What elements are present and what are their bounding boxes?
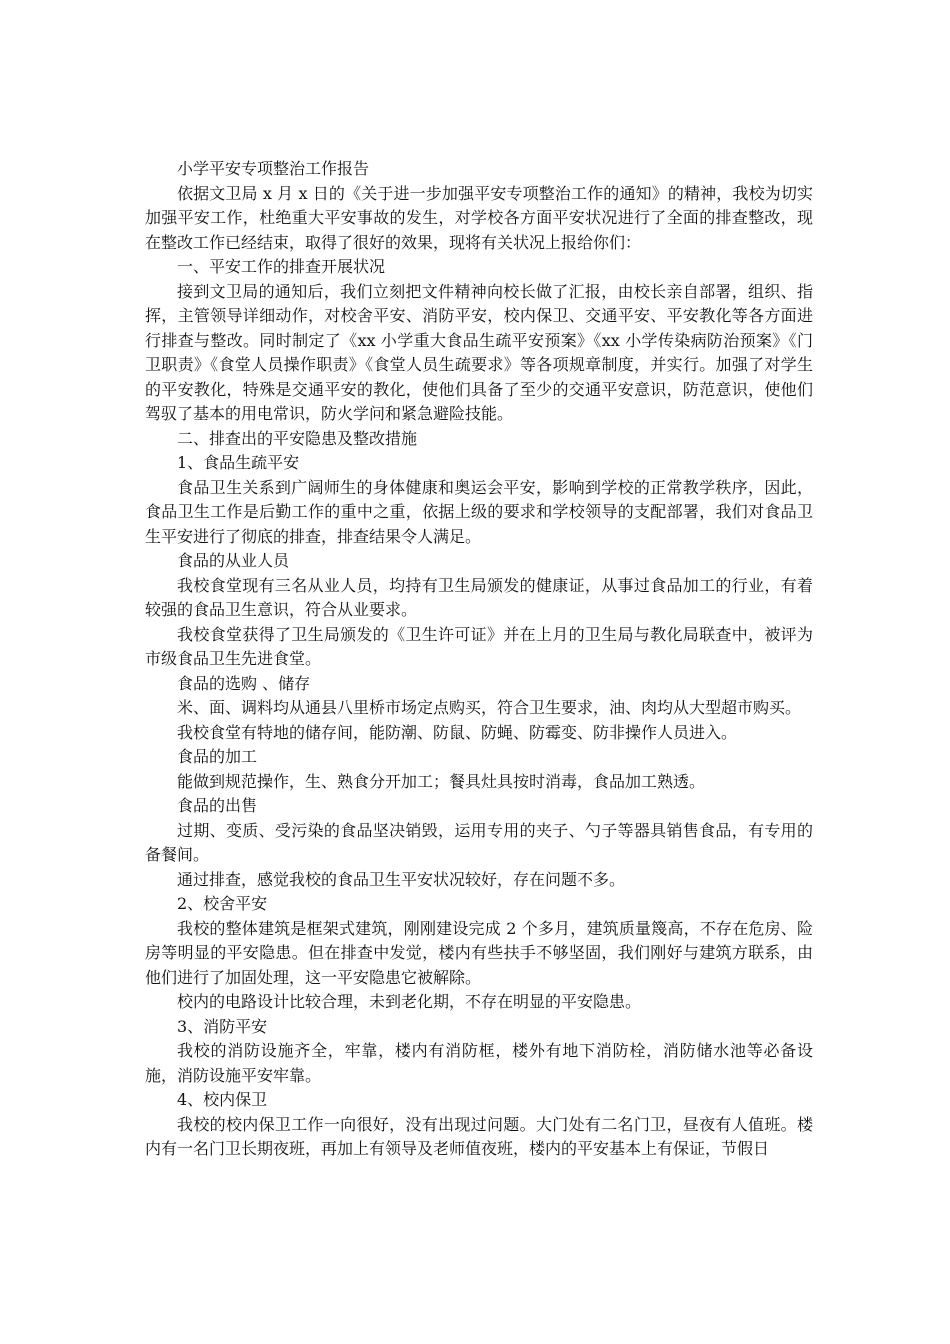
subsection-heading: 4、校内保卫 (177, 1090, 268, 1109)
document-title: 小学平安专项整治工作报告 (177, 159, 370, 178)
paragraph: 接到文卫局的通知后，我们立刻把文件精神向校长做了汇报，由校长亲自部署，组织、指挥，主管领导详细动作，对校舍平安、消防平安，校内保卫、交通平安、平安教化等各方面进行排查与整改。同时制定了《xx 小学重大食品生疏平安预案》《xx 小学传染病防治预案》《门卫职责》《食堂人员操作职责》《食堂人员生疏要求》等各项规章制度，并实行。加强了对学生的平安教化，特殊是交通平安的教化，使他们具备了至少的交通平安意识，防范意识，使他们驾驭了基本的用电常识，防火学问和紧急避险技能。 (145, 281, 813, 423)
item-heading: 食品的出售 (177, 796, 258, 815)
paragraph: 食品卫生关系到广阔师生的身体健康和奥运会平安，影响到学校的正常教学秩序，因此，食品卫生工作是后勤工作的重中之重，依据上级的要求和学校领导的支配部署，我们对食品卫生平安进行了彻底的排查，排查结果令人满足。 (145, 477, 813, 546)
paragraph: 我校食堂现有三名从业人员，均持有卫生局颁发的健康证，从事过食品加工的行业，有着较强的食品卫生意识，符合从业要求。 (145, 575, 813, 619)
document-page (145, 157, 813, 1162)
section-heading: 二、排查出的平安隐患及整改措施 (177, 428, 418, 448)
item-heading: 食品的从业人员 (177, 551, 290, 570)
section-heading: 一、平安工作的排查开展状况 (177, 257, 386, 276)
subsection-heading: 1、食品生疏平安 (177, 453, 300, 472)
paragraph: 能做到规范操作，生、熟食分开加工；餐具灶具按时消毒，食品加工熟透。 (177, 771, 706, 791)
paragraph: 校内的电路设计比较合理，未到老化期，不存在明显的平安隐患。 (177, 992, 642, 1011)
paragraph: 依据文卫局 x 月 x 日的《关于进一步加强平安专项整治工作的通知》的精神，我校为切实加强平安工作，杜绝重大平安事故的发生，对学校各方面平安状况进行了全面的排查整改，现在整改工作已经结束，取得了很好的效果，现将有关状况上报给你们： (145, 183, 813, 252)
paragraph: 我校的校内保卫工作一向很好，没有出现过问题。大门处有二名门卫，昼夜有人值班。楼内有一名门卫长期夜班，再加上有领导及老师值夜班，楼内的平安基本上有保证，节假日 (145, 1114, 813, 1158)
subsection-heading: 2、校舍平安 (177, 894, 268, 913)
paragraph: 过期、变质、受污染的食品坚决销毁，运用专用的夹子、勺子等器具销售食品，有专用的备餐间。 (145, 820, 813, 864)
item-heading: 食品的选购 、储存 (177, 673, 311, 693)
paragraph: 我校食堂获得了卫生局颁发的《卫生许可证》并在上月的卫生局与教化局联查中，被评为市级食品卫生先进食堂。 (145, 624, 813, 668)
paragraph: 我校食堂有特地的储存间，能防潮、防鼠、防蝇、防霉变、防非操作人员进入。 (177, 722, 738, 742)
subsection-heading: 3、消防平安 (177, 1016, 268, 1036)
item-heading: 食品的加工 (177, 747, 258, 766)
paragraph: 我校的消防设施齐全，牢靠，楼内有消防框，楼外有地下消防栓，消防储水池等必备设施，消防设施平安牢靠。 (145, 1041, 813, 1085)
paragraph: 通过排查，感觉我校的食品卫生平安状况较好，存在问题不多。 (177, 869, 626, 889)
paragraph: 我校的整体建筑是框架式建筑，刚刚建设完成 2 个多月，建筑质量篾高，不存在危房、险房等明显的平安隐患。但在排查中发觉，楼内有些扶手不够坚固，我们刚好与建筑方联系，由他们进行了加固处理，这一平安隐患它被解除。 (145, 918, 813, 987)
paragraph: 米、面、调料均从通县八里桥市场定点购买，符合卫生要求，油、肉均从大型超市购买。 (177, 698, 802, 717)
